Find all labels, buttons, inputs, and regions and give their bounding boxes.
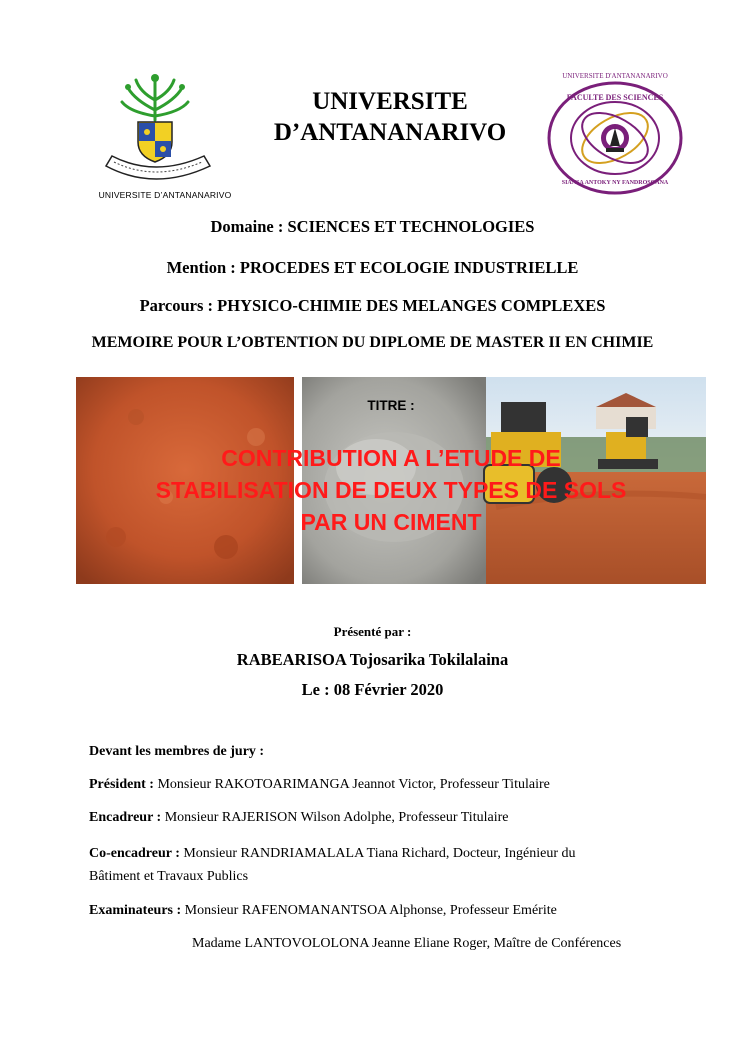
author-name: RABEARISOA Tojosarika Tokilalaina — [236, 650, 509, 669]
university-crest-icon — [100, 70, 230, 200]
president-label: Président : — [89, 777, 154, 792]
titre-label: TITRE : — [367, 398, 415, 413]
title-banner — [76, 377, 706, 584]
thesis-title: CONTRIBUTION A L’ETUDE DE STABILISATION DE DEUX TYPES DE SOLS PAR UN CIMENT — [155, 445, 627, 535]
coencadreur-label: Co-encadreur : — [89, 846, 180, 861]
defense-date: Le : 08 Février 2020 — [301, 680, 444, 699]
university-title: UNIVERSITE D’ANTANANARIVO — [273, 88, 507, 146]
seal-top-text: UNIVERSITE D'ANTANANARIVO — [562, 72, 668, 80]
memoire-line: MEMOIRE POUR L’OBTENTION DU DIPLOME DE MASTER II EN CHIMIE — [91, 334, 654, 351]
jury-heading: Devant les membres de jury : — [89, 744, 265, 759]
domaine-line: Domaine : SCIENCES ET TECHNOLOGIES — [210, 217, 535, 236]
encadreur-label: Encadreur : — [89, 810, 162, 825]
coencadreur-title: Bâtiment et Travaux Publics — [89, 869, 249, 884]
parcours-line: Parcours : PHYSICO-CHIMIE DES MELANGES COMPLEXES — [139, 296, 606, 315]
jury-coencadreur — [89, 842, 649, 888]
jury-examinateurs — [89, 901, 557, 921]
examinateur-1: Monsieur RAFENOMANANTSOA Alphonse, Professeur Emérite — [181, 903, 557, 918]
presented-by-label: Présenté par : — [333, 624, 412, 639]
coencadreur-name: Monsieur RANDRIAMALALA Tiana Richard, Docteur, Ingénieur du — [179, 846, 576, 861]
encadreur-name: Monsieur RAJERISON Wilson Adolphe, Professeur Titulaire — [161, 810, 509, 825]
svg-text:FACULTE DES SCIENCES: FACULTE DES SCIENCES — [566, 93, 664, 102]
president-name: Monsieur RAKOTOARIMANGA Jeannot Victor, Professeur Titulaire — [153, 777, 550, 792]
svg-text:SIANSA ANTOKY NY FANDROSOANA: SIANSA ANTOKY NY FANDROSOANA — [561, 180, 669, 186]
jury-encadreur — [89, 808, 508, 828]
examinateur-2: Madame LANTOVOLOLONA Jeanne Eliane Roger, Maître de Conférences — [192, 936, 622, 951]
mention-line: Mention : PROCEDES ET ECOLOGIE INDUSTRIELLE — [166, 258, 579, 277]
examinateurs-label: Examinateurs : — [89, 903, 182, 918]
left-logo-caption: UNIVERSITE D’ANTANANARIVO — [98, 190, 232, 200]
faculte-des-sciences-seal-icon — [540, 68, 690, 198]
jury-president — [89, 775, 550, 795]
